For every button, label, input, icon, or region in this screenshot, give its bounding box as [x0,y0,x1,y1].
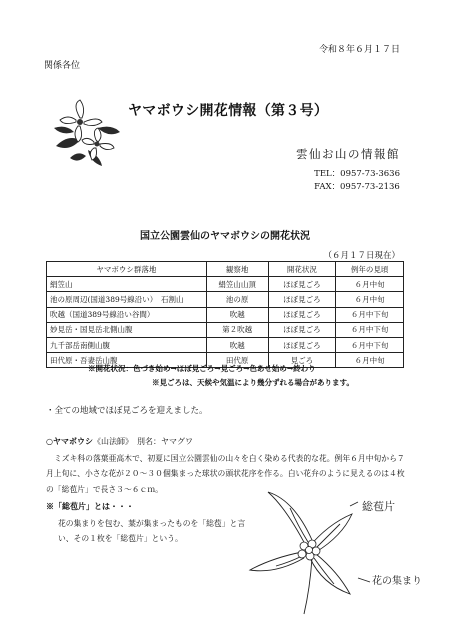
table-row [47,337,404,352]
table-cell: ほぼ見ごろ [268,337,336,352]
table-cell: ほぼ見ごろ [268,322,336,337]
table-cell: 第２吹越 [206,322,268,337]
recipients: 関係各位 [44,61,81,71]
table-cell: 見ごろ [268,353,336,368]
table-cell: 妙見岳・国見岳北側山腹 [47,322,207,337]
species-alias: 《山法師》 別名：ヤマグワ [92,437,193,446]
bloom-status-table [46,261,404,368]
table-cell: 池の原 [206,292,268,307]
column-header: ヤマボウシ群落地 [47,262,207,277]
bract-heading: ※「総苞片」とは・・・ [46,501,134,511]
table-cell: 吹越（国道389号線沿い谷間） [47,307,207,322]
table-cell: ほぼ見ごろ [268,277,336,292]
table-row [47,322,404,337]
table-cell: 吹越 [206,337,268,352]
table-cell: 絹笠山 [47,277,207,292]
table-cell: ６月中下旬 [336,322,404,337]
as-of-date: （６月１７日現在） [323,251,400,261]
table-cell: ６月中旬 [336,353,404,368]
species-heading [46,436,193,447]
table-cell: ６月中旬 [336,277,404,292]
status-legend-note: ※開花状況：色づき始め→ほぼ見ごろ→見ごろ→色あせ始め→終わり [88,364,316,373]
column-header: 観察地 [206,262,268,277]
page-title: ヤマボウシ開花情報（第３号） [128,103,329,119]
species-description: ミズキ科の落葉亜高木で、初夏に国立公園雲仙の山々を白く染める代表的な花。例年６月中旬から７月上旬に、小さな花が２０～３０個集まった球状の頭状花序を作る。白い花弁のように見えるのは４枚の「総苞片」で長さ３～６ｃｍ。 [46,454,405,494]
table-cell: 池の原周辺(国道389号線沿い） 石割山 [47,292,207,307]
contact-fax: FAX：0957-73-2136 [314,182,400,192]
table-cell: 田代原 [206,353,268,368]
organization-name: 雲仙お山の情報館 [296,147,400,161]
bract-label: 総苞片 [362,500,395,513]
table-cell: ６月中下旬 [336,307,404,322]
flower-cluster-label: 花の集まり [372,576,422,587]
table-header-row [47,262,404,277]
section-title: 国立公園雲仙のヤマボウシの開花状況 [140,231,310,242]
table-cell: 絹笠山山頂 [206,277,268,292]
dogwood-flower-illustration-icon [50,98,122,168]
summary-bullet: ・全ての地域でほぼ見ごろを迎えました。 [46,406,208,416]
table-cell: 九千部岳南側山腹 [47,337,207,352]
dogwood-sketch-icon [246,488,432,616]
column-header: 開花状況 [268,262,336,277]
contact-tel: TEL：0957-73-3636 [314,169,400,179]
species-name: ○ヤマボウシ [46,436,93,446]
table-cell: 吹越 [206,307,268,322]
table-cell: ６月中下旬 [336,337,404,352]
table-row [47,277,404,292]
table-cell: 田代原・吾妻岳山腹 [47,353,207,368]
column-header: 例年の見頃 [336,262,404,277]
table-cell: ６月中旬 [336,292,404,307]
contact-info [314,168,400,194]
table-row [47,307,404,322]
weather-note: ※見ごろは、天候や気温により幾分ずれる場合があります。 [152,378,354,387]
table-cell: ほぼ見ごろ [268,307,336,322]
table-cell: ほぼ見ごろ [268,292,336,307]
bract-description: 花の集まりを包む、葉が集まったものを「総苞」と言い、その１枚を「総苞片」という。 [58,519,246,544]
table-row [47,292,404,307]
issue-date: 令和８年６月１７日 [318,45,400,55]
